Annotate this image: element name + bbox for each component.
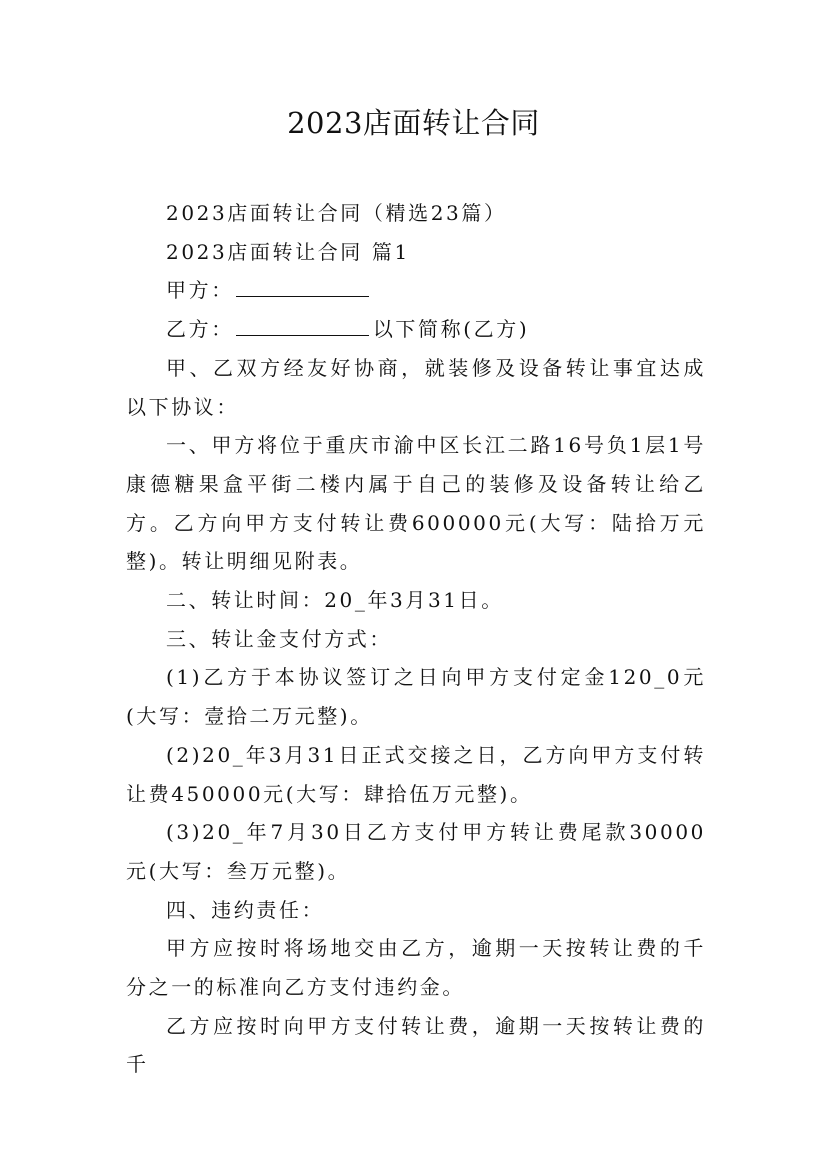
party-a-blank	[236, 276, 369, 297]
party-a-label: 甲方：	[166, 278, 234, 303]
party-b-label: 乙方：	[166, 317, 234, 342]
paragraph: 二、转让时间：20_年3月31日。	[166, 588, 504, 613]
paragraph: 三、转让金支付方式：	[166, 626, 392, 651]
party-b-blank	[236, 315, 369, 336]
paragraph: 甲、乙双方经友好协商，就装修及设备转让事宜达成以下协议：	[126, 355, 706, 419]
party-b-line	[126, 310, 706, 349]
paragraph: 四、违约责任：	[166, 897, 325, 922]
subtitle: 2023店面转让合同（精选23篇）	[166, 201, 507, 225]
document-body	[126, 194, 706, 1084]
paragraph: 甲方应按时将场地交由乙方，逾期一天按转让费的千分之一的标准向乙方支付违约金。	[126, 936, 706, 1000]
paragraph: (1)乙方于本协议签订之日向甲方支付定金120_0元(大写：壹拾二万元整)。	[126, 665, 706, 729]
paragraph: 一、甲方将位于重庆市渝中区长江二路16号负1层1号康德糖果盒平街二楼内属于自己的装修及设备转让给乙方。乙方向甲方支付转让费600000元(大写：陆拾万元整)。转让明细见附表。	[126, 433, 706, 574]
section-heading: 2023店面转让合同 篇1	[166, 239, 410, 264]
party-a-line	[126, 271, 706, 310]
paragraph: 乙方应按时向甲方支付转让费，逾期一天按转让费的千	[126, 1013, 706, 1077]
paragraph: (3)20_年7月30日乙方支付甲方转让费尾款30000元(大写：叁万元整)。	[126, 820, 706, 883]
party-b-suffix: 以下简称(乙方)	[372, 317, 530, 342]
document-title: 2023店面转让合同	[287, 106, 540, 140]
paragraph: (2)20_年3月31日正式交接之日，乙方向甲方支付转让费450000元(大写：肆拾伍万元整)。	[126, 742, 706, 806]
